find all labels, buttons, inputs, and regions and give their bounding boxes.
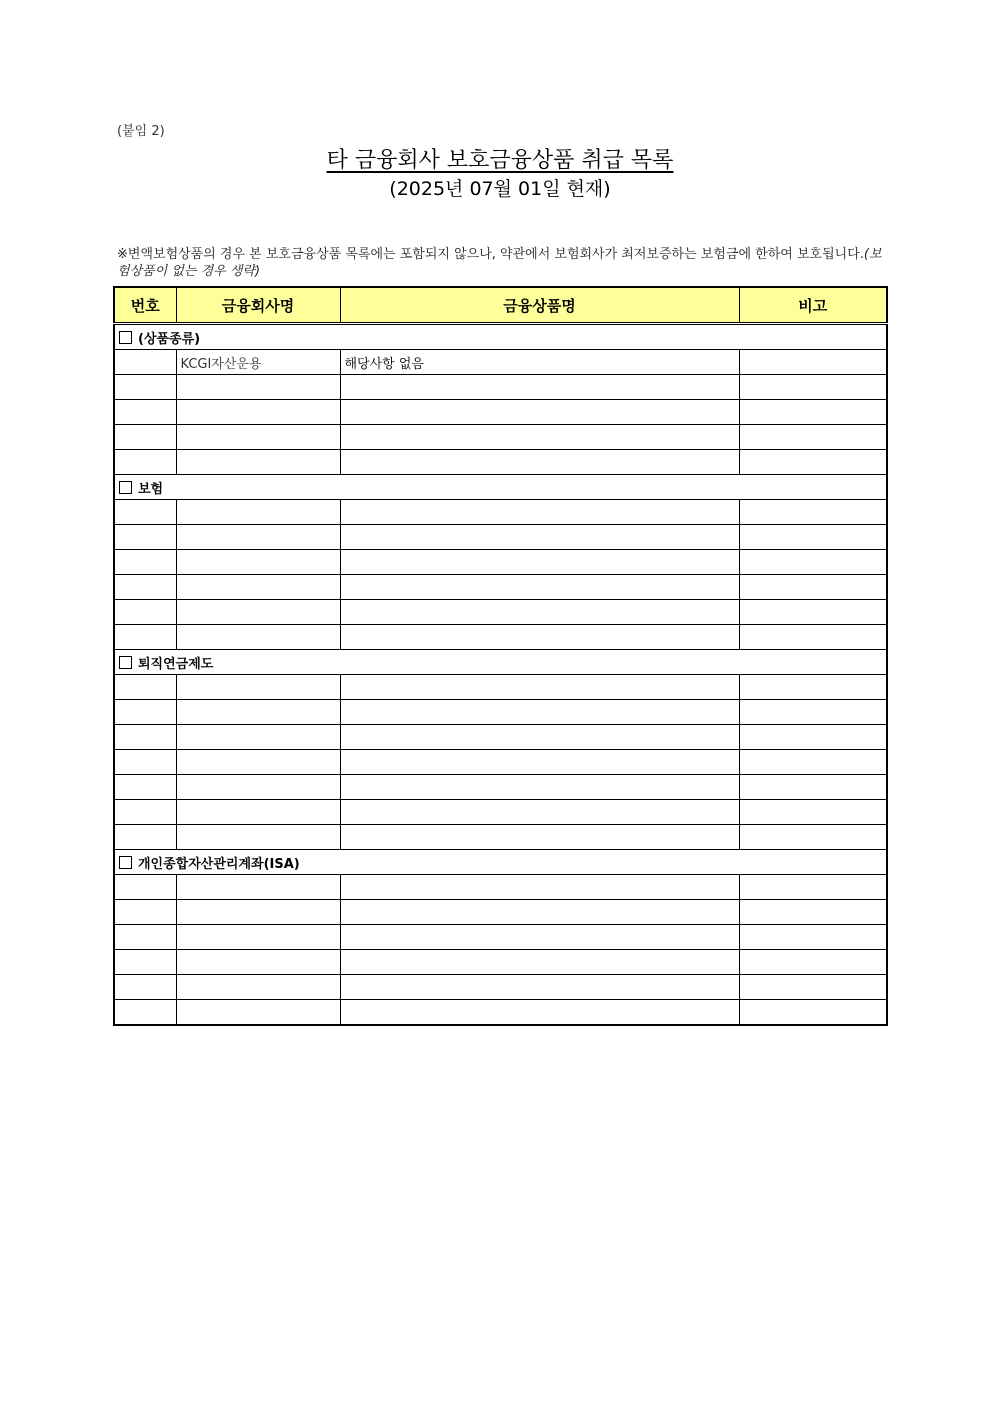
cell-remarks <box>739 625 887 650</box>
cell-company <box>176 750 340 775</box>
cell-number <box>114 800 176 825</box>
cell-company <box>176 450 340 475</box>
cell-company <box>176 600 340 625</box>
cell-product <box>340 1000 739 1026</box>
table-row <box>114 550 887 575</box>
table-row <box>114 950 887 975</box>
table-row <box>114 700 887 725</box>
cell-product <box>340 500 739 525</box>
table-row <box>114 750 887 775</box>
table-row <box>114 975 887 1000</box>
cell-number <box>114 350 176 375</box>
table-row <box>114 1000 887 1026</box>
cell-company <box>176 575 340 600</box>
cell-product <box>340 400 739 425</box>
cell-product <box>340 800 739 825</box>
cell-number <box>114 625 176 650</box>
header-product: 금융상품명 <box>340 287 739 324</box>
cell-company <box>176 675 340 700</box>
cell-product <box>340 550 739 575</box>
cell-number <box>114 425 176 450</box>
checkbox-square-icon <box>119 656 132 669</box>
product-list-table <box>113 286 888 1026</box>
cell-remarks <box>739 725 887 750</box>
table-row <box>114 725 887 750</box>
table-row <box>114 575 887 600</box>
cell-company <box>176 525 340 550</box>
cell-product <box>340 825 739 850</box>
section-title <box>114 324 887 350</box>
cell-remarks <box>739 425 887 450</box>
section-label: (상품종류) <box>138 331 201 347</box>
section-label: 퇴직연금제도 <box>138 656 214 672</box>
cell-company <box>176 975 340 1000</box>
cell-product <box>340 950 739 975</box>
cell-product <box>340 900 739 925</box>
checkbox-square-icon <box>119 856 132 869</box>
cell-product <box>340 675 739 700</box>
attachment-label: (붙임 2) <box>117 124 165 139</box>
cell-number <box>114 375 176 400</box>
header-company: 금융회사명 <box>176 287 340 324</box>
cell-number <box>114 950 176 975</box>
cell-company <box>176 425 340 450</box>
cell-company <box>176 775 340 800</box>
cell-number <box>114 1000 176 1026</box>
checkbox-square-icon <box>119 481 132 494</box>
cell-company <box>176 700 340 725</box>
cell-remarks <box>739 675 887 700</box>
cell-number <box>114 525 176 550</box>
cell-remarks <box>739 600 887 625</box>
cell-company <box>176 825 340 850</box>
section-row <box>114 324 887 350</box>
cell-number <box>114 600 176 625</box>
cell-product <box>340 600 739 625</box>
table-row <box>114 925 887 950</box>
notice-body: ※변액보험상품의 경우 본 보호금융상품 목록에는 포함되지 않으나, 약관에서 보험회사가 최저보증하는 보험금에 한하여 보호됩니다. <box>117 247 864 262</box>
cell-product <box>340 425 739 450</box>
cell-company <box>176 625 340 650</box>
cell-product: 해당사항 없음 <box>340 350 739 375</box>
cell-number <box>114 400 176 425</box>
cell-product <box>340 700 739 725</box>
table-header-row <box>114 287 887 324</box>
table-row <box>114 675 887 700</box>
table-row <box>114 625 887 650</box>
table-row <box>114 875 887 900</box>
cell-remarks <box>739 450 887 475</box>
document-title-text: 타 금융회사 보호금융상품 취급 목록 <box>326 148 674 173</box>
cell-remarks <box>739 750 887 775</box>
cell-product <box>340 625 739 650</box>
cell-product <box>340 450 739 475</box>
table-row <box>114 900 887 925</box>
notice-italic: (보험상품이 없는 경우 생략) <box>117 247 882 279</box>
cell-number <box>114 900 176 925</box>
cell-number <box>114 750 176 775</box>
table-row <box>114 400 887 425</box>
table-row <box>114 375 887 400</box>
cell-number <box>114 775 176 800</box>
cell-remarks <box>739 700 887 725</box>
cell-number <box>114 500 176 525</box>
cell-remarks <box>739 875 887 900</box>
cell-number <box>114 575 176 600</box>
table-row <box>114 350 887 375</box>
checkbox-square-icon <box>119 331 132 344</box>
table-body <box>114 324 887 1026</box>
cell-remarks <box>739 975 887 1000</box>
table-row <box>114 425 887 450</box>
cell-remarks <box>739 525 887 550</box>
table-row <box>114 600 887 625</box>
table-row <box>114 500 887 525</box>
cell-product <box>340 725 739 750</box>
cell-remarks <box>739 375 887 400</box>
document-date: (2025년 07월 01일 현재) <box>389 178 611 200</box>
section-label: 보험 <box>138 481 164 497</box>
cell-product <box>340 575 739 600</box>
table-row <box>114 450 887 475</box>
cell-number <box>114 825 176 850</box>
cell-product <box>340 375 739 400</box>
cell-product <box>340 975 739 1000</box>
cell-company <box>176 800 340 825</box>
cell-company <box>176 375 340 400</box>
cell-remarks <box>739 950 887 975</box>
cell-product <box>340 750 739 775</box>
cell-product <box>340 875 739 900</box>
cell-remarks <box>739 400 887 425</box>
section-title <box>114 650 887 675</box>
table-row <box>114 800 887 825</box>
cell-remarks <box>739 550 887 575</box>
cell-company <box>176 1000 340 1026</box>
cell-company <box>176 400 340 425</box>
cell-company <box>176 725 340 750</box>
cell-number <box>114 450 176 475</box>
cell-company <box>176 900 340 925</box>
cell-number <box>114 975 176 1000</box>
cell-number <box>114 875 176 900</box>
section-row <box>114 650 887 675</box>
cell-product <box>340 925 739 950</box>
section-label: 개인종합자산관리계좌(ISA) <box>138 856 300 872</box>
table-row <box>114 825 887 850</box>
cell-company: KCGI자산운용 <box>176 350 340 375</box>
cell-remarks <box>739 575 887 600</box>
cell-company <box>176 925 340 950</box>
document-title <box>0 143 1000 174</box>
table-row <box>114 525 887 550</box>
cell-number <box>114 675 176 700</box>
cell-company <box>176 875 340 900</box>
cell-remarks <box>739 775 887 800</box>
table-row <box>114 775 887 800</box>
header-number: 번호 <box>114 287 176 324</box>
cell-remarks <box>739 350 887 375</box>
section-title <box>114 850 887 875</box>
cell-product <box>340 775 739 800</box>
cell-remarks <box>739 900 887 925</box>
cell-company <box>176 950 340 975</box>
cell-remarks <box>739 500 887 525</box>
cell-remarks <box>739 1000 887 1026</box>
cell-remarks <box>739 800 887 825</box>
cell-number <box>114 550 176 575</box>
cell-number <box>114 725 176 750</box>
cell-remarks <box>739 925 887 950</box>
header-remarks: 비고 <box>739 287 887 324</box>
section-row <box>114 475 887 500</box>
cell-number <box>114 700 176 725</box>
cell-company <box>176 550 340 575</box>
cell-number <box>114 925 176 950</box>
section-row <box>114 850 887 875</box>
cell-company <box>176 500 340 525</box>
section-title <box>114 475 887 500</box>
cell-product <box>340 525 739 550</box>
cell-remarks <box>739 825 887 850</box>
notice-text <box>117 246 887 280</box>
